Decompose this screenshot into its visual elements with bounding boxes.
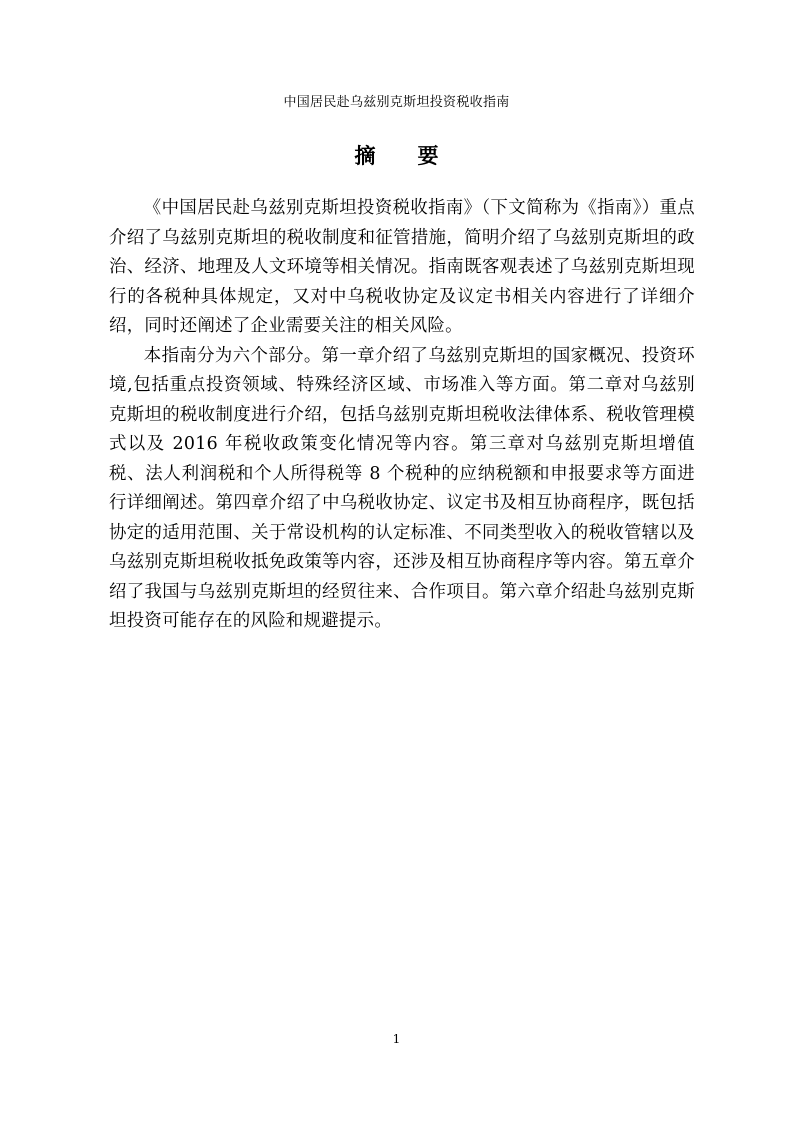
abstract-title bbox=[0, 141, 793, 171]
page-number: 1 bbox=[392, 1032, 401, 1046]
running-header: 中国居民赴乌兹别克斯坦投资税收指南 bbox=[283, 95, 510, 110]
abstract-title-part1: 摘 bbox=[354, 144, 376, 168]
abstract-title-part2: 要 bbox=[417, 144, 439, 168]
abstract-body bbox=[109, 194, 695, 637]
abstract-paragraph-1: 《中国居民赴乌兹别克斯坦投资税收指南》（下文简称为《指南》）重点介绍了乌兹别克斯坦的税收制度和征管措施，简明介绍了乌兹别克斯坦的政治、经济、地理及人文环境等相关情况。指南既客观表述了乌兹别克斯坦现行的各税种具体规定，又对中乌税收协定及议定书相关内容进行了详细介绍，同时还阐述了企业需要关注的相关风险。 bbox=[109, 198, 695, 336]
abstract-paragraph-2: 本指南分为六个部分。第一章介绍了乌兹别克斯坦的国家概况、投资环境,包括重点投资领域、特殊经济区域、市场准入等方面。第二章对乌兹别克斯坦的税收制度进行介绍，包括乌兹别克斯坦税收法律体系、税收管理模式以及 2016 年税收政策变化情况等内容。第三章对乌兹别克斯坦增值税、法人利润税和个人所得税等 8 个税种的应纳税额和申报要求等方面进行详细阐述。第四章介绍了中乌税收协定、议定书及相互协商程序，既包括协定的适用范围、关于常设机构的认定标准、不同类型收入的税收管辖以及乌兹别克斯坦税收抵免政策等内容，还涉及相互协商程序等内容。第五章介绍了我国与乌兹别克斯坦的经贸往来、合作项目。第六章介绍赴乌兹别克斯坦投资可能存在的风险和规避提示。 bbox=[109, 345, 695, 631]
